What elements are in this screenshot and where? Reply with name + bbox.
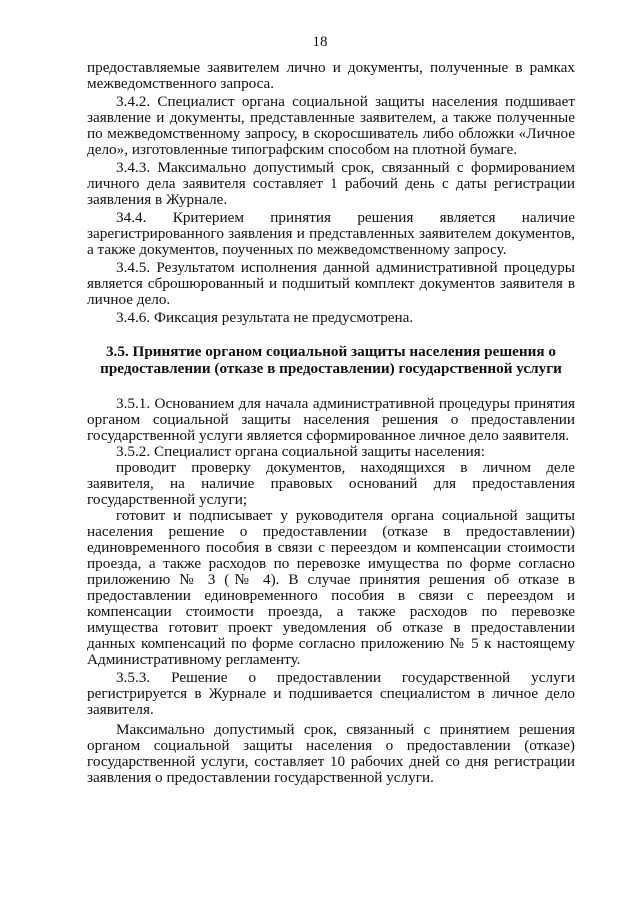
paragraph-prepare-decision: готовит и подписывает у руководителя органа социальной защиты населения решение о предоставлении (отказе в предоставлении) единовременного пособия в связи с переездом и компенсации стоимости проезда, а также расходов по перевозке имущества по форме согласно приложению № 3 (№ 4). В случае принятия решения об отказе в предоставлении единовременного пособия в связи с переездом и компенсации стоимости проезда, а также расходов по перевозке имущества готовит проект уведомления об отказе в предоставлении данных компенсаций по форме согласно приложению № 5 к настоящему Административному регламенту. [87,507,575,668]
paragraph-3-4-4: 34.4. Критерием принятия решения является наличие зарегистрированного заявления и представленных заявителем документов, а также документов, поученных по межведомственному запросу. [87,209,575,258]
paragraph-continuation: предоставляемые заявителем лично и документы, полученные в рамках межведомственного запроса. [87,59,575,92]
paragraph-check-documents: проводит проверку документов, находящихся в личном деле заявителя, на наличие правовых оснований для предоставления государственной услуги; [87,459,575,508]
paragraph-3-5-2: 3.5.2. Специалист органа социальной защиты населения: [116,443,485,460]
paragraph-3-4-5: 3.4.5. Результатом исполнения данной административной процедуры является сброшюрованный и подшитый комплект документов заявителя в личное дело. [87,259,575,308]
paragraph-3-4-2: 3.4.2. Специалист органа социальной защиты населения подшивает заявление и документы, представленные заявителем, а также полученные по межведомственному запросу, в скоросшиватель либо обложки «Личное дело», изготовленные типографским способом на плотной бумаге. [87,93,575,158]
section-heading-3-5: 3.5. Принятие органом социальной защиты населения решения о предоставлении (отказе в предоставлении) государственной услуги [100,343,562,377]
paragraph-3-4-6: 3.4.6. Фиксация результата не предусмотрена. [116,309,414,326]
paragraph-3-4-3: 3.4.3. Максимально допустимый срок, связанный с формированием личного дела заявителя составляет 1 рабочий день с даты регистрации заявления в Журнале. [87,159,575,208]
paragraph-3-5-1: 3.5.1. Основанием для начала административной процедуры принятия органом социальной защиты населения решения о предоставлении государственной услуги является сформированное личное дело заявителя. [87,395,575,444]
page-number: 18 [312,34,328,50]
paragraph-3-5-3: 3.5.3. Решение о предоставлении государственной услуги регистрируется в Журнале и подшивается специалистом в личное дело заявителя. [87,669,575,718]
paragraph-max-term: Максимально допустимый срок, связанный с принятием решения органом социальной защиты населения о предоставлении (отказе) государственной услуги, составляет 10 рабочих дней со дня регистрации заявления о предоставлении государственной услуги. [87,721,575,786]
document-body [87,60,575,786]
